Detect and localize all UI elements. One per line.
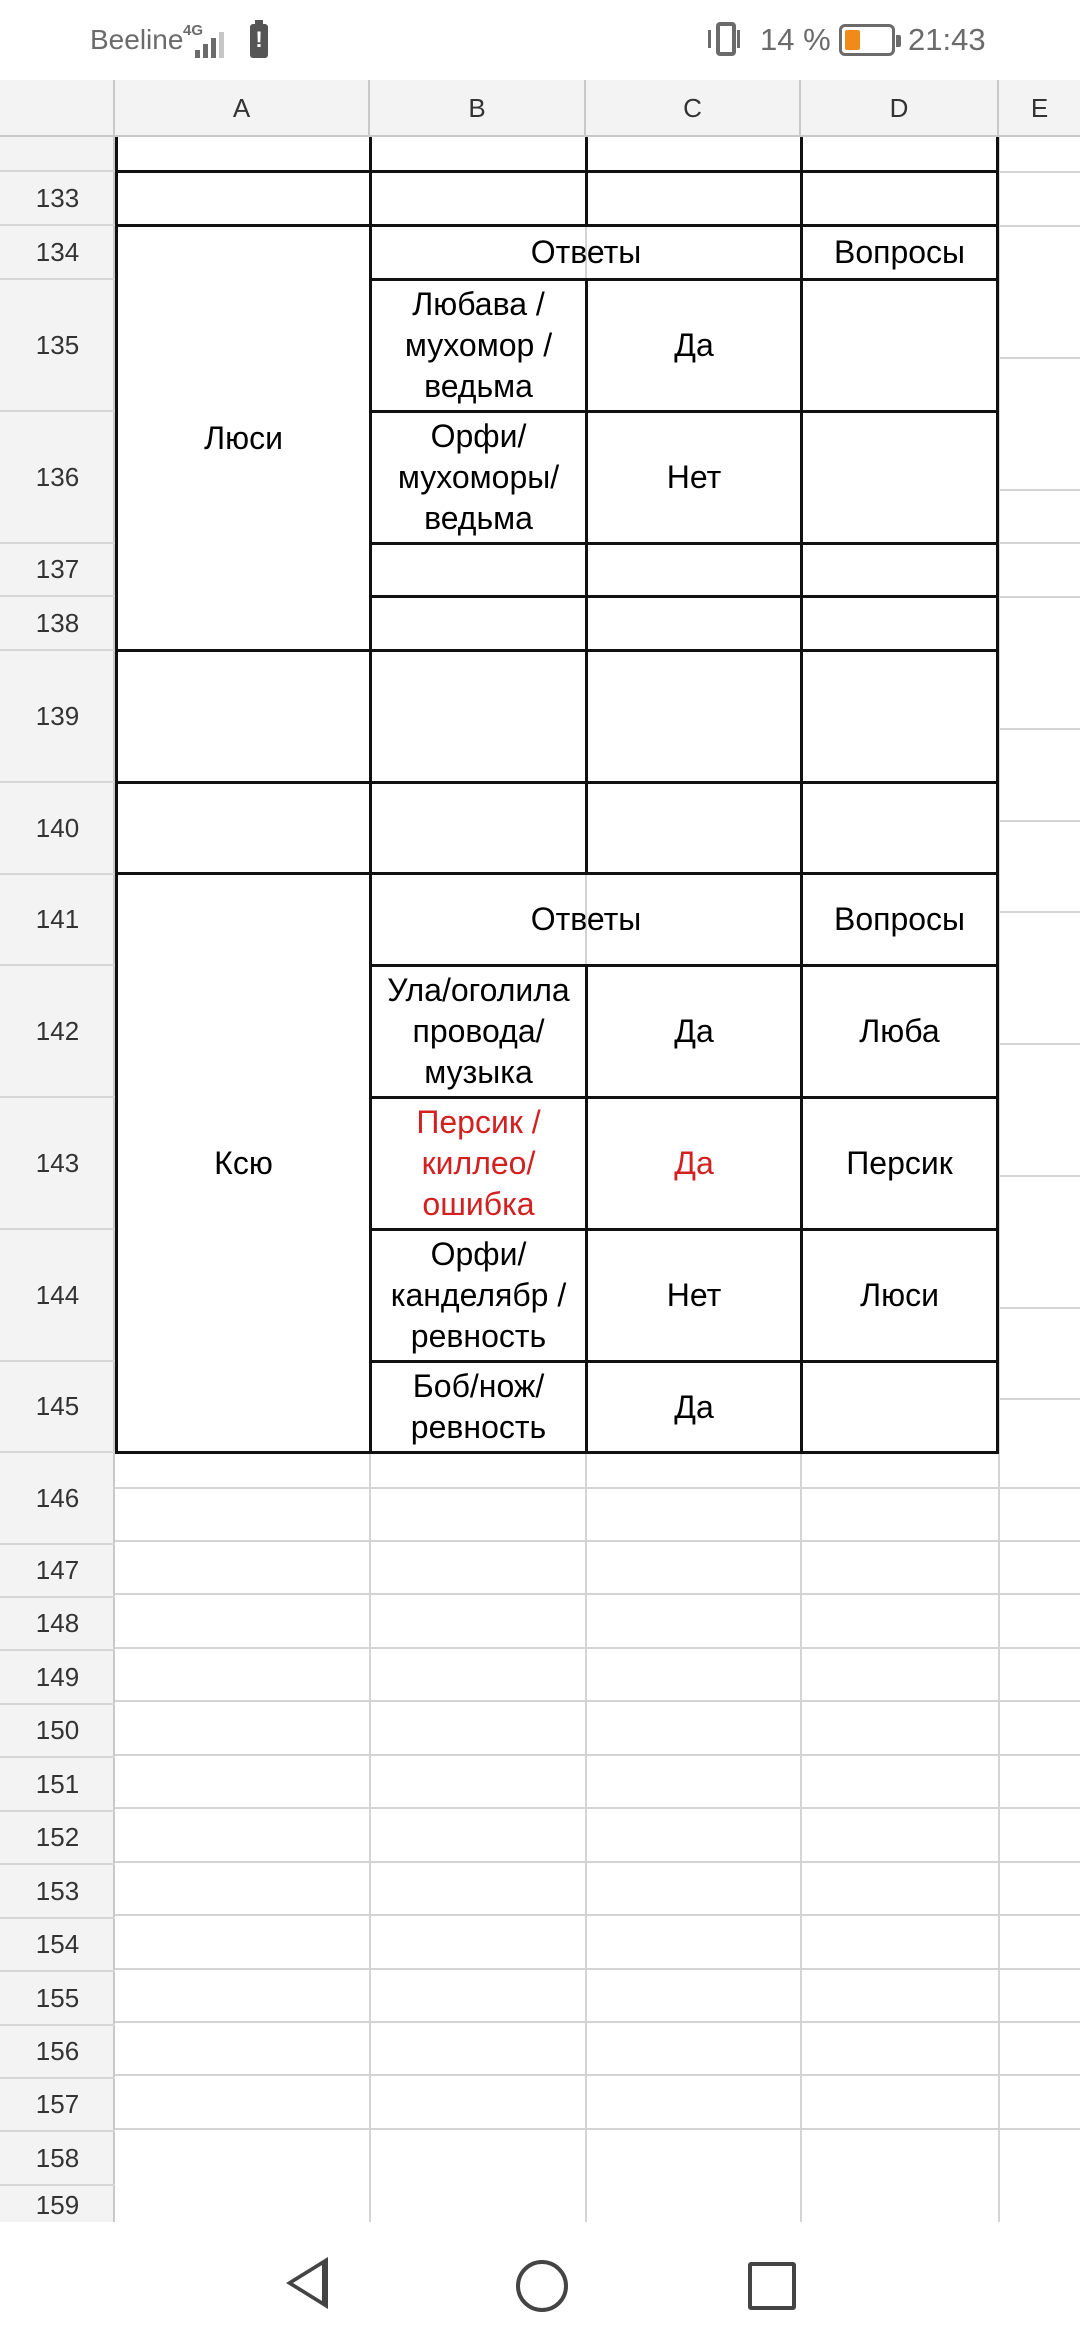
- battery-percent: 14 %: [760, 22, 831, 57]
- row-header[interactable]: 142: [0, 966, 115, 1098]
- gridline: [115, 1807, 1080, 1809]
- cell-b134-merged[interactable]: Ответы: [530, 234, 642, 270]
- back-icon[interactable]: [286, 2257, 328, 2309]
- battery-alert-icon: [250, 24, 268, 58]
- row-header[interactable]: 150: [0, 1705, 115, 1758]
- row-header[interactable]: 159: [0, 2186, 115, 2222]
- spreadsheet-grid[interactable]: [0, 80, 1080, 2222]
- row-header[interactable]: 134: [0, 226, 115, 280]
- gridline: [999, 1307, 1080, 1309]
- cell-c142[interactable]: Да: [674, 1013, 714, 1049]
- cell-d142[interactable]: Люба: [859, 1013, 940, 1049]
- gridline: [999, 489, 1080, 491]
- gridline: [115, 1647, 1080, 1649]
- recent-apps-icon[interactable]: [748, 2262, 796, 2310]
- cell-border: [996, 874, 999, 1453]
- gridline: [115, 1700, 1080, 1702]
- column-header-c[interactable]: C: [586, 80, 801, 135]
- gridline: [115, 1861, 1080, 1863]
- cell-d141[interactable]: Вопросы: [833, 901, 966, 937]
- cell-d143[interactable]: Персик: [846, 1145, 953, 1181]
- row-header[interactable]: 149: [0, 1651, 115, 1705]
- row-header[interactable]: 157: [0, 2079, 115, 2132]
- gridline: [999, 225, 1080, 227]
- row-header[interactable]: 146: [0, 1453, 115, 1545]
- row-header[interactable]: 135: [0, 280, 115, 412]
- cell-b143[interactable]: Персик / киллео/ ошибка: [416, 1104, 541, 1222]
- row-header[interactable]: 143: [0, 1098, 115, 1230]
- cell-b144[interactable]: Орфи/ канделябр / ревность: [390, 1236, 567, 1354]
- row-header[interactable]: 156: [0, 2026, 115, 2079]
- gridline: [115, 1914, 1080, 1916]
- column-header-d[interactable]: D: [801, 80, 999, 135]
- row-header[interactable]: 139: [0, 651, 115, 783]
- row-header[interactable]: 147: [0, 1545, 115, 1598]
- clock: 21:43: [908, 22, 986, 57]
- cell-d135[interactable]: [803, 281, 996, 410]
- cell-c144[interactable]: Нет: [666, 1277, 722, 1313]
- cell-c135[interactable]: Да: [674, 327, 714, 363]
- row-header[interactable]: [0, 137, 115, 172]
- row-header[interactable]: 140: [0, 783, 115, 875]
- cell-b145[interactable]: Боб/нож/ ревность: [410, 1368, 547, 1445]
- column-header-b[interactable]: B: [370, 80, 586, 135]
- column-header-a[interactable]: A: [115, 80, 370, 135]
- cell-a141-merged[interactable]: Ксю: [214, 1144, 273, 1181]
- cell-c143[interactable]: Да: [674, 1145, 714, 1181]
- row-header[interactable]: 133: [0, 172, 115, 226]
- home-icon[interactable]: [516, 2260, 568, 2312]
- row-header[interactable]: 152: [0, 1812, 115, 1865]
- gridline: [115, 1968, 1080, 1970]
- row-header[interactable]: 158: [0, 2132, 115, 2186]
- gridline: [115, 2128, 1080, 2130]
- gridline: [999, 1398, 1080, 1400]
- gridline: [999, 820, 1080, 822]
- cell-c145[interactable]: Да: [674, 1388, 714, 1425]
- row-header[interactable]: 144: [0, 1230, 115, 1362]
- row-header[interactable]: 151: [0, 1758, 115, 1812]
- row-header[interactable]: 145: [0, 1362, 115, 1453]
- gridline: [115, 1754, 1080, 1756]
- battery-level: [845, 30, 860, 50]
- gridline: [999, 171, 1080, 173]
- network-type: 4G: [183, 22, 204, 39]
- column-header-e[interactable]: E: [1030, 93, 1049, 123]
- cell-b135[interactable]: Любава / мухомор / ведьма: [404, 286, 553, 404]
- gridline: [115, 2074, 1080, 2076]
- cell-a134-merged[interactable]: Люси: [204, 419, 283, 456]
- cell-b136[interactable]: Орфи/ мухоморы/ ведьма: [397, 418, 560, 536]
- row-header[interactable]: 138: [0, 597, 115, 651]
- cell-border: [370, 542, 999, 545]
- cell-b141-merged[interactable]: Ответы: [530, 901, 642, 937]
- cell-border: [996, 137, 999, 874]
- cell-border: [115, 1451, 999, 1454]
- cell-c136[interactable]: Нет: [666, 459, 722, 495]
- column-header-bar: [0, 80, 1080, 137]
- select-all-corner[interactable]: [0, 80, 115, 137]
- cell-d144[interactable]: Люси: [860, 1277, 939, 1313]
- gridline: [999, 911, 1080, 913]
- gridline: [115, 1487, 1080, 1489]
- gridline: [115, 2021, 1080, 2023]
- gridline: [999, 1043, 1080, 1045]
- gridline: [115, 1593, 1080, 1595]
- battery-icon: [839, 24, 895, 56]
- cell-b142[interactable]: Ула/оголила провода/ музыка: [387, 972, 570, 1090]
- row-header[interactable]: 137: [0, 544, 115, 597]
- row-header[interactable]: 155: [0, 1972, 115, 2026]
- cell-border: [115, 781, 999, 784]
- carrier-name: Beeline: [90, 24, 184, 55]
- cell-d134[interactable]: Вопросы: [833, 234, 966, 270]
- row-header[interactable]: 141: [0, 875, 115, 966]
- signal-icon: [195, 28, 235, 58]
- gridline: [999, 357, 1080, 359]
- cell-border: [115, 170, 999, 173]
- gridline: [115, 1540, 1080, 1542]
- cell-border: [370, 595, 999, 598]
- status-bar: [0, 0, 1080, 80]
- gridline: [999, 596, 1080, 598]
- gridline: [999, 1175, 1080, 1177]
- navigation-bar: [0, 2222, 1080, 2340]
- gridline: [999, 728, 1080, 730]
- row-header[interactable]: 153: [0, 1865, 115, 1919]
- vibrate-icon: [716, 22, 736, 56]
- cell-border: [115, 649, 999, 652]
- row-header[interactable]: 154: [0, 1919, 115, 1972]
- gridline: [999, 542, 1080, 544]
- row-header-column: [0, 137, 115, 2222]
- row-header[interactable]: 136: [0, 412, 115, 544]
- cell-border: [585, 137, 588, 224]
- row-header[interactable]: 148: [0, 1598, 115, 1651]
